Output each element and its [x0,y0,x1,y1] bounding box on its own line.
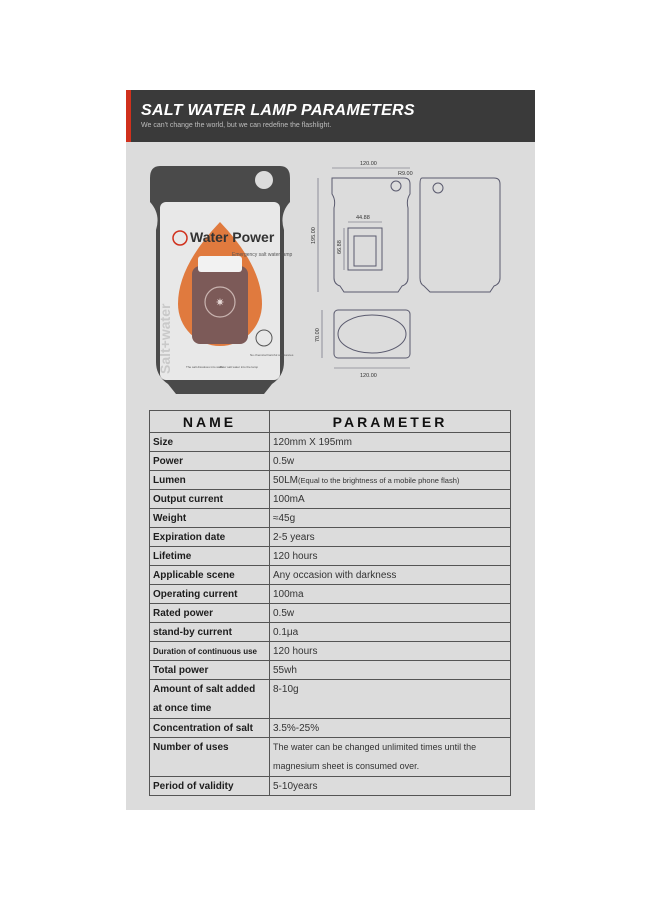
product-package-image [146,162,294,398]
row-name: Duration of continuous use [150,642,270,661]
base-view [334,310,410,358]
parameter-table [149,410,511,796]
table-row [150,680,511,719]
row-name: Applicable scene [150,566,270,585]
side-text: Salt+water [157,303,173,374]
row-value: 8-10g [270,680,511,719]
dim-width: 120.00 [360,161,377,167]
caption-2: Pour salt water into the lamp [220,365,259,369]
dimension-drawings [298,152,530,392]
row-name: Expiration date [150,528,270,547]
dim-window-width: 44.88 [356,215,370,221]
parameters-panel [126,90,535,810]
table-row [150,509,511,528]
window-outline [348,228,382,270]
brand-text: Water Power [190,229,275,245]
row-name: Total power [150,661,270,680]
dim-window-height: 66.88 [337,240,343,254]
row-name: Number of uses [150,738,270,777]
header-bar [126,90,535,142]
lumen-value: 50LM [273,474,299,486]
table-header-row [150,411,511,433]
caption-3: No chemical harmful substances [250,353,294,357]
row-name: Concentration of salt [150,719,270,738]
back-view [420,178,500,292]
caption-1: The salt dissolves into water [186,365,224,369]
front-hole [391,181,401,191]
table-row [150,719,511,738]
row-name: Weight [150,509,270,528]
row-name: Rated power [150,604,270,623]
lamp-top [198,256,242,272]
row-value: ≈45g [270,509,511,528]
row-value: 5-10years [270,777,511,796]
row-value: 0.5w [270,604,511,623]
table-row [150,642,511,661]
tag-text: Emergency salt water lamp [232,252,293,258]
row-name: Output current [150,490,270,509]
table-row [150,604,511,623]
dim-base-width: 120.00 [360,373,377,379]
row-name: Lumen [150,471,270,490]
row-value: 55wh [270,661,511,680]
row-name: Lifetime [150,547,270,566]
svg-text:✷: ✷ [215,297,225,309]
table-row [150,777,511,796]
row-value: 120mm X 195mm [270,433,511,452]
page-title: SALT WATER LAMP PARAMETERS [141,102,415,119]
row-value: 120 hours [270,547,511,566]
table-row [150,566,511,585]
table-row [150,471,511,490]
table-row [150,738,511,777]
row-value: 120 hours [270,642,511,661]
hang-hole [255,171,273,189]
row-value: 2-5 years [270,528,511,547]
header-name: NAME [150,411,270,433]
table-row [150,433,511,452]
table-row [150,452,511,471]
row-value [270,471,511,490]
lumen-note: (Equal to the brightness of a mobile phone flash) [298,475,460,485]
back-hole [433,183,443,193]
row-value: The water can be changed unlimited times until the magnesium sheet is consumed over. [270,738,511,777]
row-name: Period of validity [150,777,270,796]
window-inner [354,236,376,266]
dim-radius: R9.00 [398,171,413,177]
table-row [150,547,511,566]
row-value: Any occasion with darkness [270,566,511,585]
row-value: 100mA [270,490,511,509]
table-row [150,623,511,642]
table-row [150,585,511,604]
row-value: 100ma [270,585,511,604]
table-row [150,490,511,509]
header-parameter: PARAMETER [270,411,511,433]
row-value: 3.5%-25% [270,719,511,738]
row-name: Operating current [150,585,270,604]
row-name: Size [150,433,270,452]
dim-height: 195.00 [311,227,317,244]
header-accent [126,90,131,142]
table-row [150,528,511,547]
row-value: 0.1μa [270,623,511,642]
row-name: Power [150,452,270,471]
page-subtitle: We can't change the world, but we can redefine the flashlight. [141,122,332,129]
row-value: 0.5w [270,452,511,471]
table-row [150,661,511,680]
row-name: Amount of salt added at once time [150,680,270,719]
row-name: stand-by current [150,623,270,642]
base-ellipse [338,315,406,353]
dim-base-height: 70.00 [315,328,321,342]
